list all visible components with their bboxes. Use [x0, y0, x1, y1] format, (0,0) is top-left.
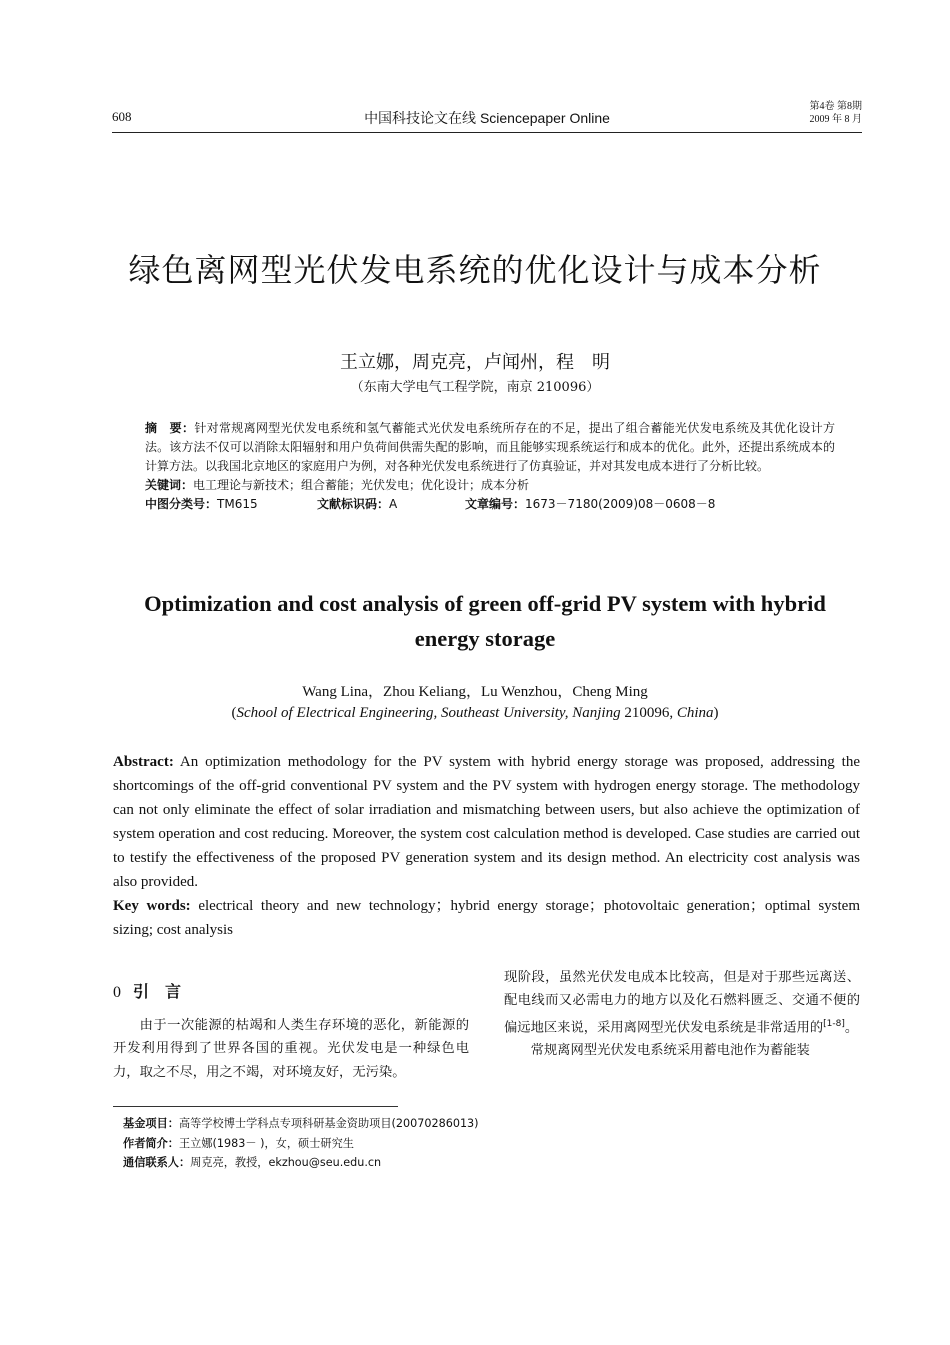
journal-name: 中国科技论文在线 Sciencepaper Online: [364, 110, 610, 126]
abstract-english: [113, 750, 860, 942]
page-number: 608: [112, 109, 132, 124]
volume-issue: 第4卷 第8期: [809, 101, 862, 112]
affiliation-close-paren: ): [713, 705, 719, 721]
intro-paragraph-3: 常规离网型光伏发电系统采用蓄电池作为蓄能装: [530, 1043, 810, 1059]
abstract-label: 摘 要：: [145, 421, 195, 435]
article-no-field: [465, 495, 715, 514]
title-chinese: 绿色离网型光伏发电系统的优化设计与成本分析: [128, 251, 822, 289]
affiliation-country: China: [676, 705, 714, 721]
issue-info: [810, 100, 863, 126]
footnote-fund: [123, 1114, 479, 1134]
article-no-label: 文章编号：: [465, 497, 526, 511]
abstract-chinese-text: 针对常规离网型光伏发电系统和氢气蓄能式光伏发电系统所存在的不足，提出了组合蓄能光伏发电系统及其优化设计方法。该方法不仅可以消除太阳辐射和用户负荷间供需失配的影响，而且能够实现系统运行和成本的优化。此外，还提出系统成本的计算方法。以我国北京地区的家庭用户为例，对各种光伏发电系统进行了仿真验证，并对其发电成本进行了分析比较。: [145, 421, 835, 473]
keywords-english-label: Key words:: [113, 898, 191, 914]
affiliation-chinese: （东南大学电气工程学院，南京 210096）: [350, 380, 600, 395]
footnote-contact: [123, 1153, 479, 1173]
section-title: 引 言: [133, 982, 182, 1001]
doc-code-field: [317, 495, 465, 514]
intro-paragraph-1: 由于一次能源的枯竭和人类生存环境的恶化，新能源的开发利用得到了世界各国的重视。光伏发电是一种绿色电力，取之不尽，用之不竭，对环境友好，无污染。: [113, 1018, 469, 1080]
article-no-value: 1673－7180(2009)08－0608－8: [525, 497, 716, 511]
abstract-english-label: Abstract:: [113, 754, 174, 770]
clc-label: 中图分类号：: [145, 497, 218, 511]
section-number: 0: [113, 984, 121, 1001]
affiliation-school: School of Electrical Engineering, Southeast University, Nanjing: [236, 705, 621, 721]
footnotes: [123, 1114, 479, 1173]
doc-code-label: 文献标识码：: [317, 497, 390, 511]
fund-label: 基金项目：: [123, 1117, 179, 1130]
body-column-left: [113, 975, 469, 1084]
contact-label: 通信联系人：: [123, 1156, 191, 1169]
contact-text: 周克亮，教授，ekzhou@seu.edu.cn: [190, 1156, 382, 1169]
authors-english: Wang Lina，Zhou Keliang，Lu Wenzhou，Cheng Ming: [302, 684, 648, 700]
keywords-chinese-text: 电工理论与新技术；组合蓄能；光伏发电；优化设计；成本分析: [193, 478, 530, 492]
issue-date: 2009 年 8 月: [809, 114, 862, 125]
title-english: Optimization and cost analysis of green off-grid PV system with hybrid energy storage: [144, 591, 826, 651]
clc-field: [145, 495, 317, 514]
affiliation-english: [0, 705, 950, 722]
fund-text: 高等学校博士学科点专项科研基金资助项目(20070286013): [178, 1117, 479, 1130]
keywords-chinese: [145, 476, 835, 495]
body-column-right: [504, 966, 860, 1063]
affiliation-postcode: 210096,: [620, 705, 677, 721]
abstract-chinese: [145, 419, 835, 514]
keywords-english: [113, 894, 860, 942]
classification-row: [145, 495, 835, 514]
author-bio-label: 作者简介：: [123, 1136, 179, 1150]
keywords-label: 关键词：: [145, 478, 194, 492]
intro-paragraph-2-end: 。: [844, 1020, 859, 1036]
citation: [1-8]: [823, 1018, 845, 1029]
affiliation-open-paren: (: [231, 705, 237, 721]
abstract-chinese-body: [145, 419, 835, 476]
section-heading: [113, 980, 469, 1014]
intro-paragraph-2-text: 现阶段，虽然光伏发电成本比较高，但是对于那些远离送、配电线而又必需电力的地方以及化石燃料匮乏、交通不便的偏远地区来说，采用离网型光伏发电系统是非常适用的: [504, 970, 860, 1036]
intro-paragraph-2: [504, 966, 860, 1039]
keywords-english-text: electrical theory and new technology；hybrid energy storage；photovoltaic generation；optimal system sizing; cost analysis: [113, 898, 860, 938]
abstract-english-body: [113, 750, 860, 894]
abstract-english-text: An optimization methodology for the PV system with hybrid energy storage was proposed, addressing the shortcomings of the off-grid conventional PV system and the PV system with hydrogen energy storage. The methodology can not only eliminate the effect of solar irradiation and mismatching between users, but also achieve the optimization of system operation and cost reducing. Moreover, the system cost calculation method is developed. Case studies are carried out to testify the effectiveness of the proposed PV generation system and its design method. An electricity cost analysis was also provided.: [113, 754, 860, 890]
footnote-divider: [113, 1106, 398, 1107]
authors-chinese: 王立娜，周克亮，卢闻州，程 明: [340, 352, 610, 373]
author-bio-text: 王立娜(1983－ )，女，硕士研究生: [178, 1136, 354, 1150]
running-header: [112, 98, 862, 133]
clc-value: TM615: [217, 497, 258, 511]
footnote-author: [123, 1134, 479, 1154]
doc-code-value: A: [389, 497, 398, 511]
